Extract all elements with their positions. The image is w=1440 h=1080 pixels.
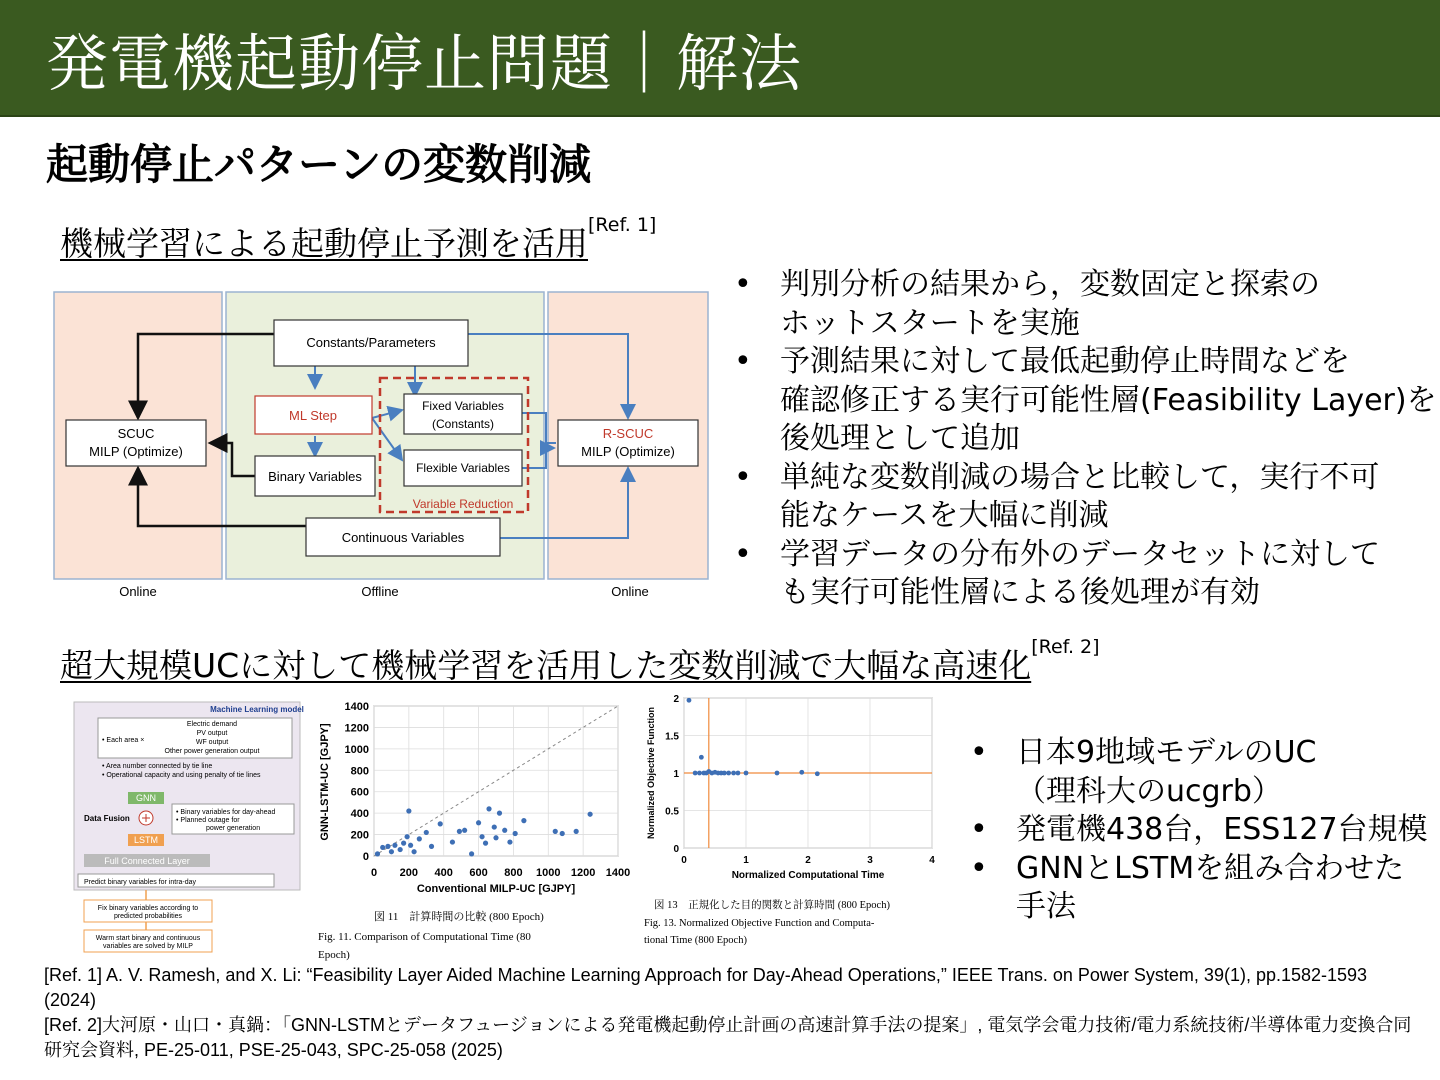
chart-point: [457, 829, 462, 834]
chart-point: [507, 839, 512, 844]
chart-point: [574, 829, 579, 834]
chart-x-tick-label: 1: [743, 855, 749, 866]
chart2-xlabel: Normalized Computational Time: [731, 870, 885, 881]
bullet-item: [734, 459, 1434, 536]
chart-point: [493, 835, 498, 840]
chart-y-tick-label: 1.5: [665, 731, 679, 743]
slide-subtitle: 起動停止パターンの変数削減: [46, 140, 592, 189]
bullet-line: 能なケースを大幅に削減: [780, 498, 1109, 533]
chart-x-tick-label: 4: [929, 855, 935, 866]
bullet-item: [970, 734, 1430, 811]
continuous-variables-label: Continuous Variables: [341, 530, 465, 545]
input-line-4: Other power generation output: [164, 748, 260, 755]
chart-point: [731, 771, 736, 776]
chart-point: [469, 851, 474, 856]
chart1-caption-jp: 図 11 計算時間の比較 (800 Epoch): [374, 911, 544, 923]
bullet-line: 確認修正する実行可能性層(Feasibility Layer)を: [780, 382, 1437, 418]
references: [44, 963, 1424, 1063]
bullet-line: （理科大のucgrb）: [1016, 773, 1282, 809]
chart-point: [502, 828, 507, 833]
chart-x-tick-label: 1000: [536, 867, 561, 879]
warm-line-2: variables are solved by MILP: [103, 943, 193, 950]
chart-x-tick-label: 0: [370, 867, 378, 879]
section1-heading-text: 機械学習による起動停止予測を活用: [60, 224, 588, 263]
chart-point: [417, 836, 422, 841]
aux-line-3: power generation: [206, 825, 261, 832]
chart-point: [553, 829, 558, 834]
chart-point: [497, 811, 502, 816]
bullet-line: 学習データの分布外のデータセットに対して: [780, 536, 1380, 572]
bullet-item: [734, 536, 1434, 613]
input-line-3: WF output: [195, 739, 229, 746]
rscuc-label: R-SCUC: [602, 426, 654, 441]
section1-ref: [Ref. 1]: [588, 214, 657, 236]
bullet-item: [734, 343, 1437, 459]
chart-point: [411, 849, 416, 854]
chart-y-tick-label: 1400: [344, 701, 369, 713]
chart-point: [775, 771, 780, 776]
bullet-dot: •: [734, 536, 752, 572]
bullet-item: [970, 811, 1430, 850]
chart-point: [697, 771, 702, 776]
chart-point: [722, 771, 727, 776]
chart-point: [736, 771, 741, 776]
chart-point: [588, 812, 593, 817]
chart-point: [462, 828, 467, 833]
chart-point: [799, 770, 804, 775]
chart-point: [521, 818, 526, 823]
scuc-milp-label: MILP (Optimize): [89, 444, 183, 459]
chart-point: [401, 841, 406, 846]
input-line-2: PV output: [196, 730, 228, 737]
fix-line-1: Fix binary variables according to: [97, 905, 199, 912]
bullet-item: [734, 266, 1434, 343]
area-line-1: • Area number connected by tie line: [102, 763, 213, 770]
chart1-caption-en: Fig. 11. Comparison of Computational Time (80: [318, 931, 531, 943]
chart-x-tick-label: 800: [504, 867, 523, 879]
feasibility-layer-diagram: [50, 288, 716, 606]
bullet-line: 単純な変数削減の場合と比較して，実行不可: [780, 459, 1380, 495]
variable-reduction-label: Variable Reduction: [412, 497, 514, 511]
bullet-list-2: [970, 734, 1430, 927]
warm-line-1: Warm start binary and continuous: [95, 935, 201, 942]
bullet-line: 判別分析の結果から，変数固定と探索の: [780, 267, 1320, 302]
chart-point: [479, 834, 484, 839]
scuc-label: SCUC: [117, 426, 155, 441]
bullet-line: 発電機438台，ESS127台規模: [1016, 812, 1428, 847]
chart-point: [726, 771, 731, 776]
bullet-dot: •: [970, 735, 988, 770]
input-line-1: Electric demand: [186, 721, 238, 728]
section2-heading-text: 超大規模UCに対して機械学習を活用した変数削減で大幅な高速化: [60, 646, 1032, 685]
flexible-variables-label: Flexible Variables: [416, 461, 510, 475]
chart-point: [380, 845, 385, 850]
fcl-label: Full Connected Layer: [104, 856, 190, 866]
constants-label: Constants/Parameters: [306, 335, 436, 350]
bullet-list-1: [734, 266, 1437, 613]
chart-point: [492, 824, 497, 829]
section2-heading: [60, 636, 1100, 687]
chart2-caption-en: Fig. 13. Normalized Objective Function and Computa-: [644, 918, 875, 929]
chart-point: [392, 843, 397, 848]
bullet-dot: •: [734, 267, 752, 302]
bullet-line: 手法: [1016, 889, 1076, 924]
chart-point: [815, 771, 820, 776]
bullet-dot: •: [734, 344, 752, 379]
slide-title: 発電機起動停止問題｜解法: [46, 27, 803, 100]
chart-y-tick-label: 600: [350, 786, 369, 799]
chart-y-tick-label: 400: [350, 808, 369, 821]
chart-point: [476, 820, 481, 825]
chart-y-tick-label: 0: [362, 851, 369, 863]
chart-point: [699, 755, 704, 760]
chart-point: [389, 849, 394, 854]
chart-y-tick-label: 1: [673, 769, 679, 780]
area-line-2: • Operational capacity and using penalty of tie lines: [102, 772, 261, 779]
reference-2: [Ref. 2]大河原・山口・真鍋：「GNN-LSTMとデータフュージョンによる発電機起動停止計画の高速計算手法の提案」, 電気学会電力技術/電力系統技術/半導体電力変換合同研究会資料, PE-25-011, PSE-25-043, SPC-25-058 (2025): [44, 1015, 1412, 1060]
zone-label-offline: Offline: [361, 584, 399, 599]
chart-x-tick-label: 200: [399, 867, 419, 879]
chart-x-tick-label: 3: [867, 855, 873, 866]
aux-line-1: • Binary variables for day-ahead: [176, 809, 276, 816]
reference-1: [Ref. 1] A. V. Ramesh, and X. Li: “Feasibility Layer Aided Machine Learning Approach for Day-Ahead Operations,” IEEE Trans. on Power System, 39(1), pp.1582-1593 (2024): [44, 965, 1368, 1010]
chart1-caption-en2: Epoch): [318, 949, 350, 961]
chart-x-tick-label: 400: [434, 867, 453, 879]
fixed-variables-label: Fixed Variables: [422, 399, 504, 413]
predict-label: Predict binary variables for intra-day: [84, 879, 197, 886]
chart-point: [483, 841, 488, 846]
chart1-ylabel: GNN-LSTM-UC [GJPY]: [319, 723, 331, 841]
chart-x-tick-label: 0: [681, 855, 687, 866]
aux-line-2: • Planned outage for: [176, 817, 240, 824]
chart-x-tick-label: 1400: [605, 867, 631, 879]
zone-label-online-right: Online: [611, 584, 649, 599]
computation-time-scatter-chart: [312, 696, 646, 964]
section2-ref: [Ref. 2]: [1031, 636, 1100, 658]
chart1-xlabel: Conventional MILP-UC [GJPY]: [416, 883, 576, 895]
chart-x-tick-label: 1200: [570, 867, 596, 879]
bullet-line: 後処理として追加: [780, 421, 1020, 456]
chart-y-tick-label: 1000: [344, 743, 369, 756]
chart-point: [405, 834, 410, 839]
ml-model-title: Machine Learning model: [210, 705, 304, 714]
section1-heading: [60, 214, 657, 265]
chart-point: [744, 771, 749, 776]
chart-point: [513, 831, 518, 836]
bullet-line: も実行可能性層による後処理が有効: [780, 575, 1260, 610]
fixed-constants-label: (Constants): [431, 417, 495, 431]
chart2-caption-jp: 図 13 正規化した目的関数と計算時間 (800 Epoch): [654, 900, 890, 911]
chart-point: [693, 771, 698, 776]
ml-step-label: ML Step: [289, 408, 337, 423]
rscuc-milp-label: MILP (Optimize): [581, 444, 675, 459]
bullet-line: ホットスタートを実施: [780, 305, 1080, 341]
chart-point: [385, 844, 390, 849]
gnn-label: GNN: [136, 793, 156, 803]
zone-label-online-left: Online: [119, 584, 157, 599]
data-fusion-label: Data Fusion: [84, 814, 130, 823]
chart-point: [429, 844, 434, 849]
chart-point: [408, 843, 413, 848]
chart2-caption-en2: tional Time (800 Epoch): [644, 935, 747, 946]
chart-y-tick-label: 1200: [344, 722, 369, 735]
chart-point: [424, 830, 429, 835]
ml-model-diagram: [72, 700, 308, 956]
chart-y-tick-label: 2: [673, 694, 679, 705]
chart-point: [375, 851, 380, 856]
chart-y-tick-label: 800: [350, 765, 369, 778]
chart-x-tick-label: 2: [805, 855, 811, 866]
bullet-item: [970, 850, 1430, 927]
chart-x-tick-label: 600: [469, 867, 488, 879]
bullet-dot: •: [970, 812, 988, 847]
chart-point: [560, 831, 565, 836]
chart-y-tick-label: 0.5: [665, 806, 679, 818]
fix-line-2: predicted probabilities: [113, 913, 183, 920]
chart-point: [486, 806, 491, 811]
chart-point: [450, 839, 455, 844]
title-bar: [0, 0, 1440, 117]
chart-point: [438, 821, 443, 826]
chart-point: [398, 847, 403, 852]
chart-point: [687, 698, 692, 703]
bullet-line: 日本9地域モデルのUC: [1016, 735, 1317, 770]
chart-y-tick-label: 0: [673, 844, 679, 855]
bullet-dot: •: [970, 850, 988, 886]
bullet-dot: •: [734, 459, 752, 495]
lstm-label: LSTM: [133, 835, 159, 845]
binary-variables-label: Binary Variables: [268, 469, 362, 484]
chart2-ylabel: Normalized Objective Function: [646, 706, 656, 840]
chart-y-tick-label: 200: [350, 829, 369, 842]
each-area-label: • Each area ×: [102, 737, 145, 744]
bullet-line: 予測結果に対して最低起動停止時間などを: [780, 344, 1350, 379]
chart-point: [406, 808, 411, 813]
bullet-line: GNNとLSTMを組み合わせた: [1016, 850, 1405, 886]
normalized-objective-scatter-chart: [642, 690, 954, 950]
